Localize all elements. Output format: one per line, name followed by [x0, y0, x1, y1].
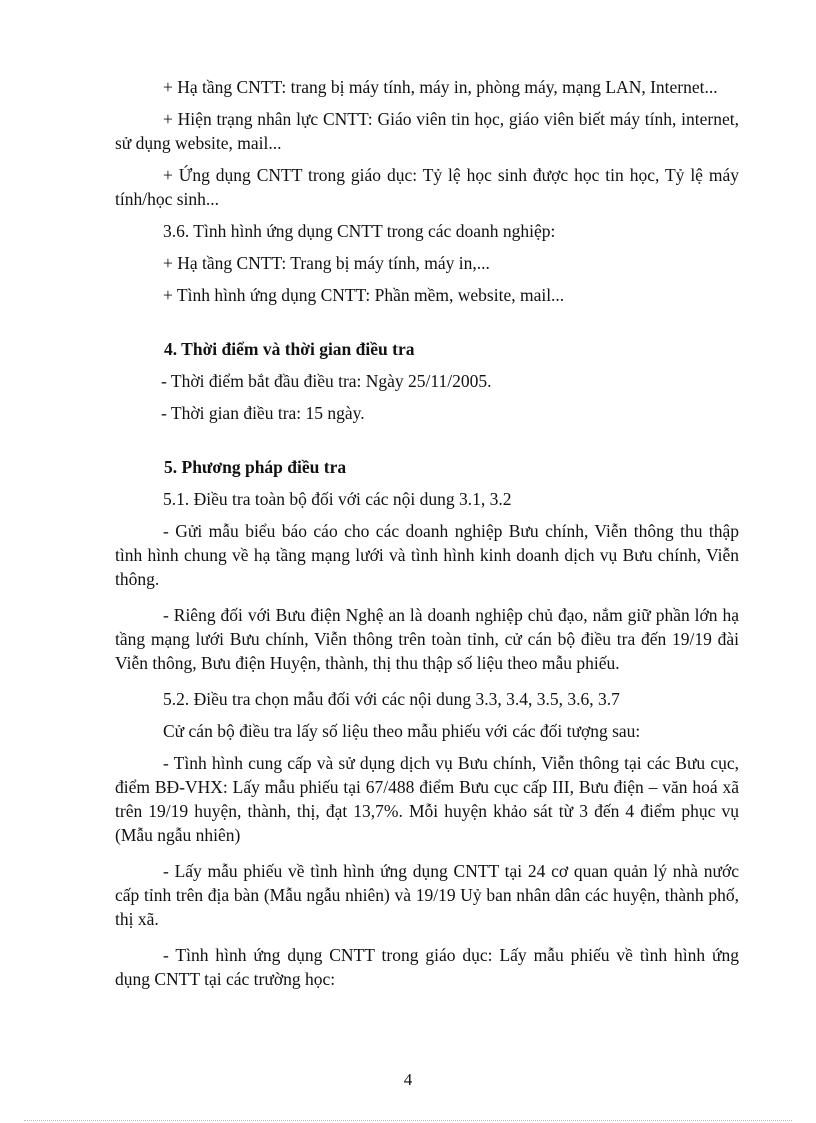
- paragraph: - Tình hình ứng dụng CNTT trong giáo dục: Lấy mẫu phiếu về tình hình ứng dụng CNTT tại các trường học:: [115, 945, 739, 989]
- paragraph: - Lấy mẫu phiếu về tình hình ứng dụng CNTT tại 24 cơ quan quản lý nhà nước cấp tỉnh trên địa bàn (Mẫu ngẫu nhiên) và 19/19 Uỷ ban nhân dân các huyện, thành phố, thị xã.: [115, 861, 739, 929]
- section-heading-5: 5. Phương pháp điều tra: [164, 457, 347, 477]
- subsection-heading: 5.1. Điều tra toàn bộ đối với các nội dung 3.1, 3.2: [163, 489, 512, 509]
- list-item: + Hạ tầng CNTT: Trang bị máy tính, máy in,...: [163, 253, 490, 273]
- page-number: 4: [403, 1070, 413, 1089]
- subsection-heading: 3.6. Tình hình ứng dụng CNTT trong các doanh nghiệp:: [163, 221, 556, 241]
- list-item: + Hiện trạng nhân lực CNTT: Giáo viên tin học, giáo viên biết máy tính, internet, sử dụng website, mail...: [115, 109, 739, 153]
- list-item: - Thời điểm bắt đầu điều tra: Ngày 25/11/2005.: [161, 371, 492, 391]
- paragraph: - Riêng đối với Bưu điện Nghệ an là doanh nghiệp chủ đạo, nắm giữ phần lớn hạ tầng mạng lưới Bưu chính, Viễn thông trên toàn tỉnh, cử cán bộ điều tra đến 19/19 đài Viễn thông, Bưu điện Huyện, thành, thị thu thập số liệu theo mẫu phiếu.: [115, 605, 739, 673]
- footer-divider: [24, 1120, 792, 1121]
- list-item: + Tình hình ứng dụng CNTT: Phần mềm, website, mail...: [163, 285, 565, 305]
- paragraph: Cử cán bộ điều tra lấy số liệu theo mẫu phiếu với các đối tượng sau:: [163, 721, 641, 741]
- subsection-heading: 5.2. Điều tra chọn mẫu đối với các nội dung 3.3, 3.4, 3.5, 3.6, 3.7: [163, 689, 620, 709]
- section-heading-4: 4. Thời điểm và thời gian điều tra: [164, 339, 415, 359]
- paragraph: - Gửi mẫu biểu báo cáo cho các doanh nghiệp Bưu chính, Viễn thông thu thập tình hình chung về hạ tầng mạng lưới và tình hình kinh doanh dịch vụ Bưu chính, Viễn thông.: [115, 521, 739, 589]
- page-content: [115, 75, 739, 991]
- list-item: + Hạ tầng CNTT: trang bị máy tính, máy in, phòng máy, mạng LAN, Internet...: [163, 77, 718, 97]
- list-item: + Ứng dụng CNTT trong giáo dục: Tỷ lệ học sinh được học tin học, Tỷ lệ máy tính/học sinh...: [115, 165, 739, 209]
- paragraph: - Tình hình cung cấp và sử dụng dịch vụ Bưu chính, Viễn thông tại các Bưu cục, điểm BĐ-VHX: Lấy mẫu phiếu tại 67/488 điểm Bưu cục cấp III, Bưu điện – văn hoá xã trên 19/19 huyện, thành, thị, đạt 13,7%. Mỗi huyện khảo sát từ 3 đến 4 điểm phục vụ (Mẫu ngẫu nhiên): [115, 753, 739, 845]
- list-item: - Thời gian điều tra: 15 ngày.: [161, 403, 365, 423]
